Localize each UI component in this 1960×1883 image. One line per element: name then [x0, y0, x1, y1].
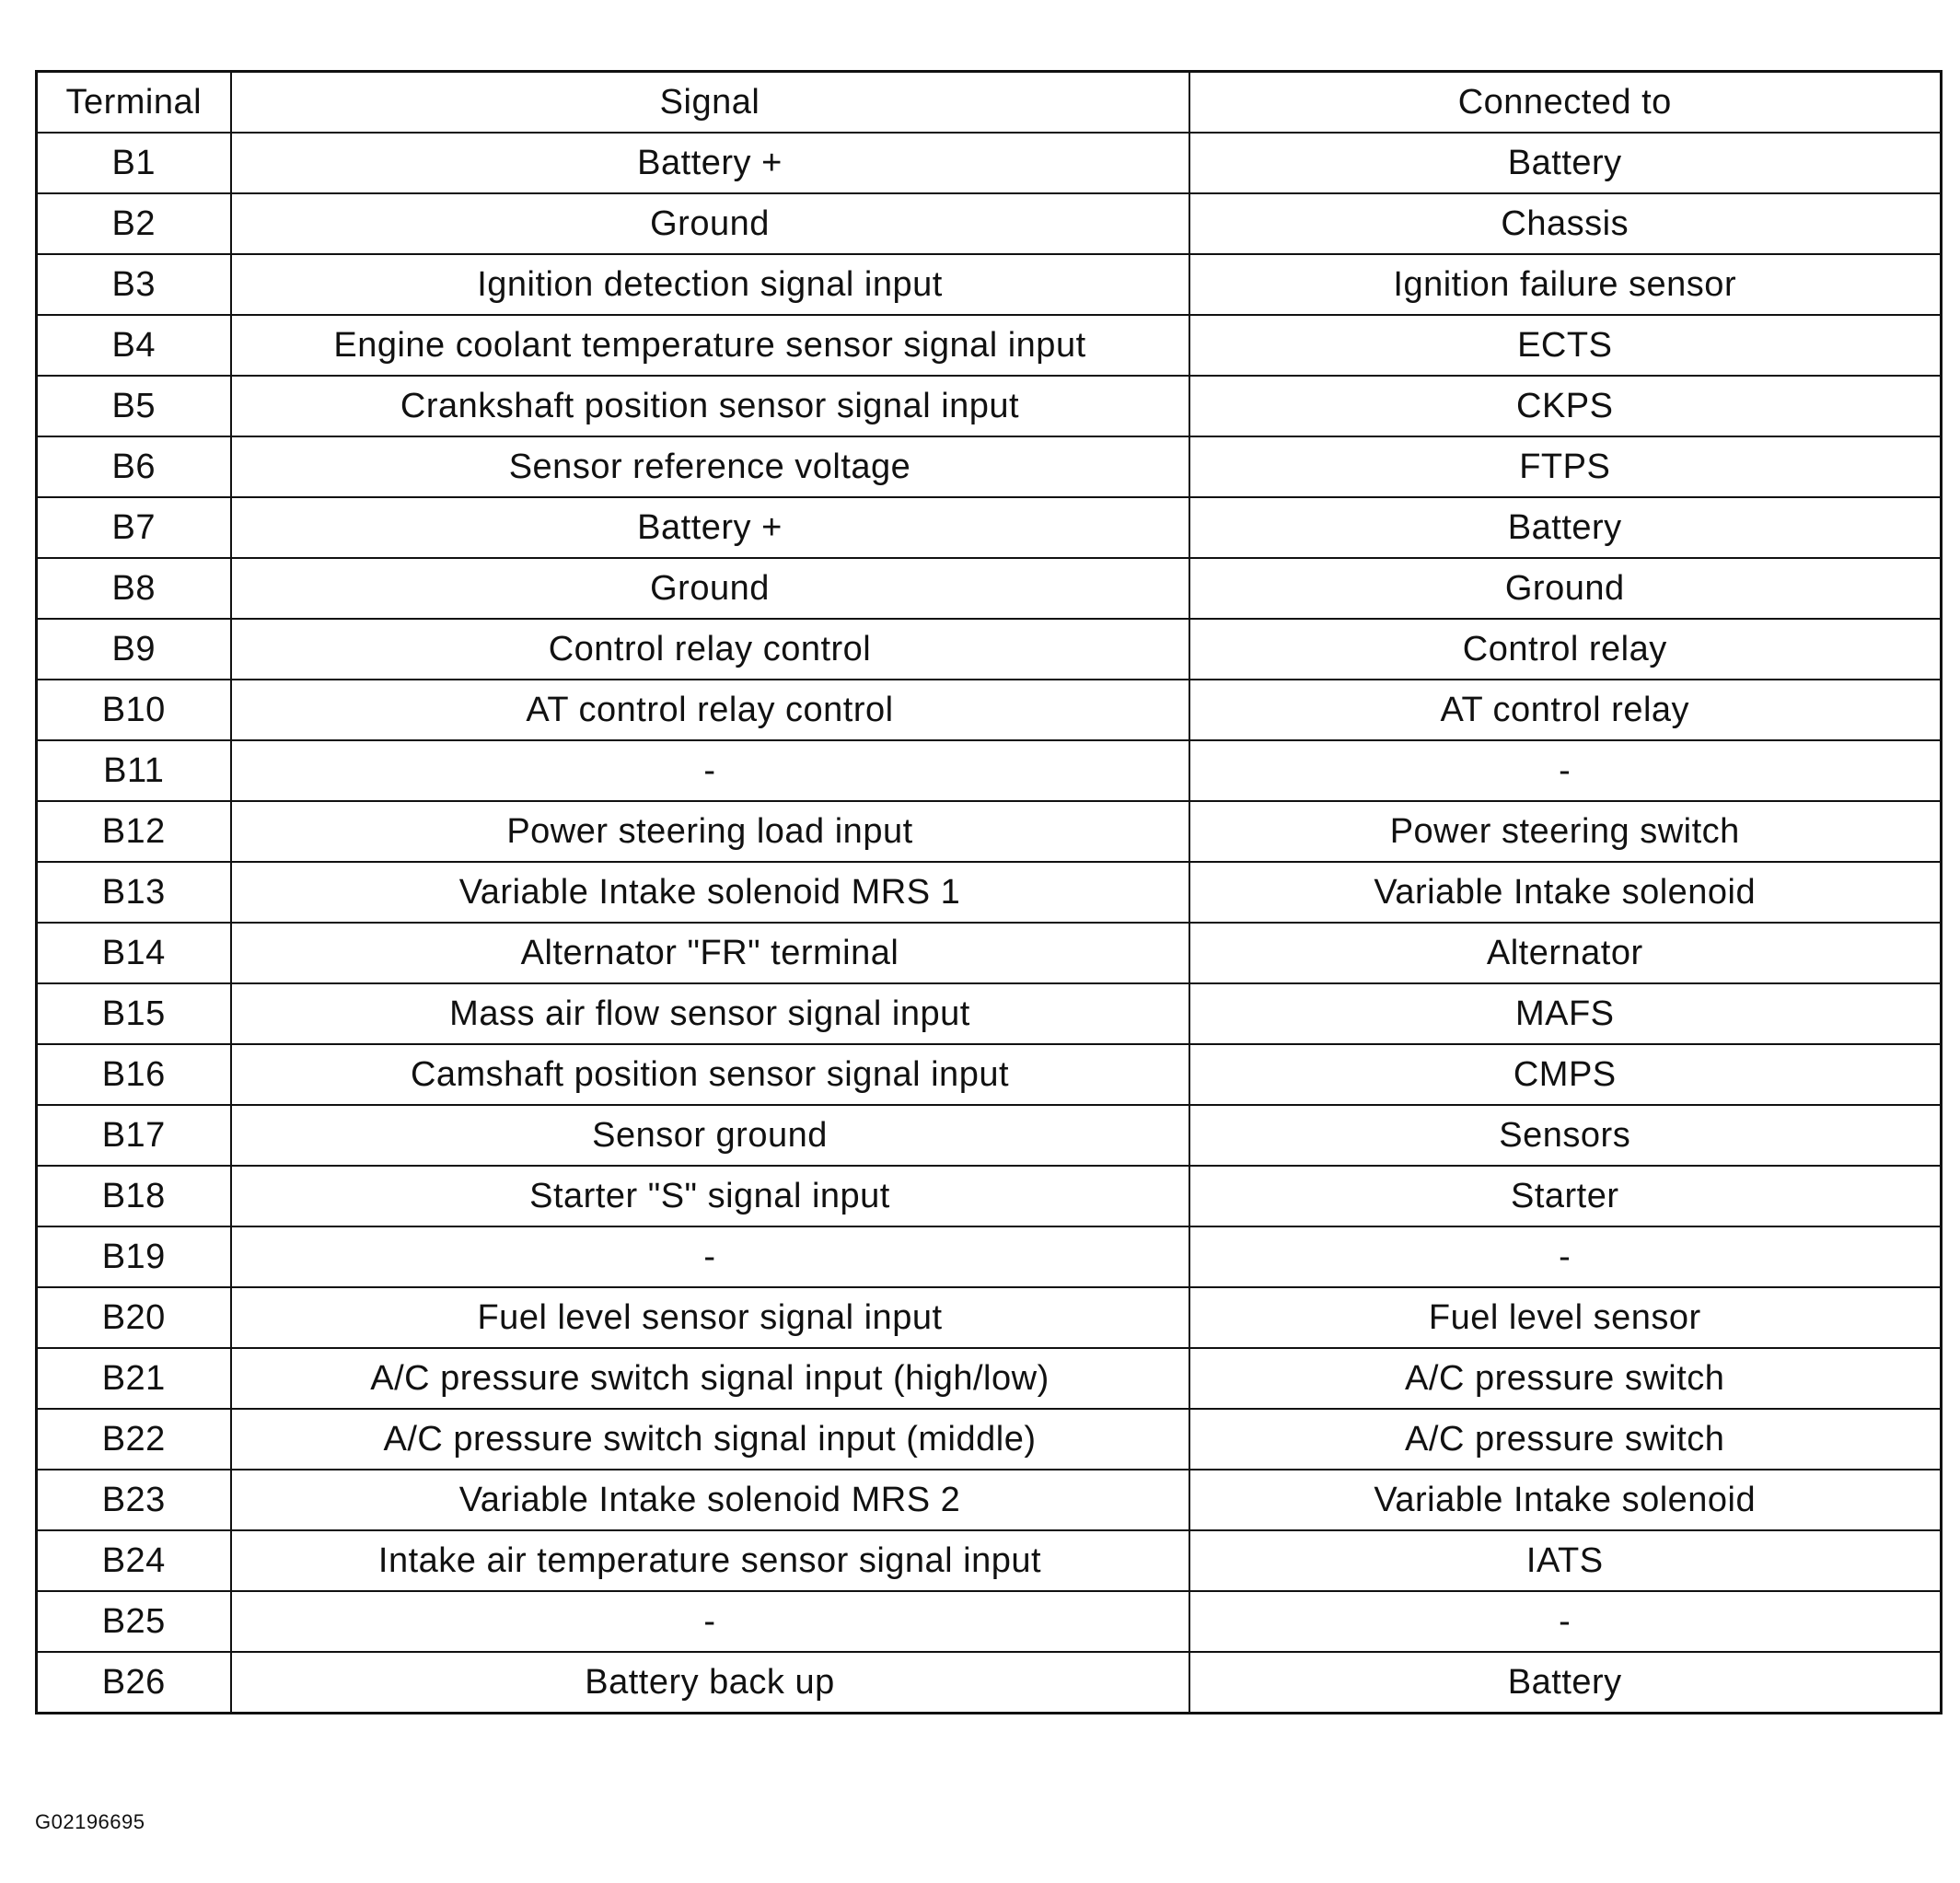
terminal-cell: B23: [37, 1470, 231, 1530]
terminal-cell: B3: [37, 254, 231, 315]
terminal-cell: B18: [37, 1166, 231, 1226]
connected-to-cell: Power steering switch: [1189, 801, 1942, 862]
connected-to-cell: Variable Intake solenoid: [1189, 1470, 1942, 1530]
connected-to-cell: FTPS: [1189, 436, 1942, 497]
signal-cell: Ground: [231, 558, 1189, 619]
table-row: [37, 376, 1942, 436]
terminal-cell: B16: [37, 1044, 231, 1105]
table-row: [37, 1226, 1942, 1287]
signal-cell: Variable Intake solenoid MRS 2: [231, 1470, 1189, 1530]
connected-to-cell: Starter: [1189, 1166, 1942, 1226]
signal-cell: Fuel level sensor signal input: [231, 1287, 1189, 1348]
table-row: [37, 133, 1942, 193]
table-row: [37, 315, 1942, 376]
table-row: [37, 1652, 1942, 1714]
connected-to-cell: MAFS: [1189, 983, 1942, 1044]
connected-to-cell: Battery: [1189, 133, 1942, 193]
connected-to-cell: -: [1189, 1591, 1942, 1652]
table-row: [37, 1166, 1942, 1226]
connected-to-cell: AT control relay: [1189, 680, 1942, 740]
terminal-cell: B5: [37, 376, 231, 436]
signal-cell: Battery +: [231, 497, 1189, 558]
terminal-cell: B6: [37, 436, 231, 497]
connected-to-cell: Chassis: [1189, 193, 1942, 254]
terminal-cell: B2: [37, 193, 231, 254]
terminal-signal-table: [35, 70, 1943, 1714]
header-signal: Signal: [231, 72, 1189, 134]
table-row: [37, 254, 1942, 315]
table-row: [37, 983, 1942, 1044]
terminal-cell: B12: [37, 801, 231, 862]
connected-to-cell: CKPS: [1189, 376, 1942, 436]
signal-cell: Starter "S" signal input: [231, 1166, 1189, 1226]
table-row: [37, 1530, 1942, 1591]
connected-to-cell: Battery: [1189, 497, 1942, 558]
table-header-row: [37, 72, 1942, 134]
table-row: [37, 1044, 1942, 1105]
table-row: [37, 1591, 1942, 1652]
terminal-cell: B10: [37, 680, 231, 740]
signal-cell: Control relay control: [231, 619, 1189, 680]
table-row: [37, 436, 1942, 497]
table-row: [37, 1105, 1942, 1166]
signal-cell: -: [231, 1591, 1189, 1652]
header-terminal: Terminal: [37, 72, 231, 134]
terminal-cell: B22: [37, 1409, 231, 1470]
signal-cell: AT control relay control: [231, 680, 1189, 740]
table-row: [37, 1470, 1942, 1530]
terminal-cell: B15: [37, 983, 231, 1044]
signal-cell: Power steering load input: [231, 801, 1189, 862]
table-row: [37, 619, 1942, 680]
terminal-cell: B8: [37, 558, 231, 619]
terminal-cell: B9: [37, 619, 231, 680]
connected-to-cell: IATS: [1189, 1530, 1942, 1591]
connected-to-cell: Control relay: [1189, 619, 1942, 680]
table-row: [37, 680, 1942, 740]
connected-to-cell: CMPS: [1189, 1044, 1942, 1105]
table-row: [37, 1409, 1942, 1470]
signal-cell: Sensor ground: [231, 1105, 1189, 1166]
terminal-cell: B20: [37, 1287, 231, 1348]
connected-to-cell: A/C pressure switch: [1189, 1348, 1942, 1409]
table-row: [37, 1348, 1942, 1409]
terminal-cell: B21: [37, 1348, 231, 1409]
terminal-cell: B17: [37, 1105, 231, 1166]
table-row: [37, 558, 1942, 619]
terminal-cell: B1: [37, 133, 231, 193]
connected-to-cell: Alternator: [1189, 923, 1942, 983]
terminal-cell: B11: [37, 740, 231, 801]
signal-cell: Ground: [231, 193, 1189, 254]
terminal-cell: B4: [37, 315, 231, 376]
terminal-cell: B14: [37, 923, 231, 983]
connected-to-cell: Ground: [1189, 558, 1942, 619]
table-row: [37, 923, 1942, 983]
signal-cell: -: [231, 1226, 1189, 1287]
connected-to-cell: -: [1189, 740, 1942, 801]
connected-to-cell: Ignition failure sensor: [1189, 254, 1942, 315]
terminal-cell: B7: [37, 497, 231, 558]
connected-to-cell: ECTS: [1189, 315, 1942, 376]
table-row: [37, 740, 1942, 801]
table-body: [37, 133, 1942, 1714]
signal-cell: Intake air temperature sensor signal input: [231, 1530, 1189, 1591]
signal-cell: A/C pressure switch signal input (middle): [231, 1409, 1189, 1470]
signal-cell: Mass air flow sensor signal input: [231, 983, 1189, 1044]
signal-cell: Engine coolant temperature sensor signal input: [231, 315, 1189, 376]
terminal-cell: B13: [37, 862, 231, 923]
connected-to-cell: Variable Intake solenoid: [1189, 862, 1942, 923]
connected-to-cell: -: [1189, 1226, 1942, 1287]
table-row: [37, 193, 1942, 254]
table-row: [37, 801, 1942, 862]
signal-cell: A/C pressure switch signal input (high/low): [231, 1348, 1189, 1409]
signal-cell: -: [231, 740, 1189, 801]
header-connected-to: Connected to: [1189, 72, 1942, 134]
connected-to-cell: A/C pressure switch: [1189, 1409, 1942, 1470]
connected-to-cell: Sensors: [1189, 1105, 1942, 1166]
terminal-cell: B24: [37, 1530, 231, 1591]
connected-to-cell: Fuel level sensor: [1189, 1287, 1942, 1348]
connected-to-cell: Battery: [1189, 1652, 1942, 1714]
signal-cell: Camshaft position sensor signal input: [231, 1044, 1189, 1105]
signal-cell: Battery back up: [231, 1652, 1189, 1714]
signal-cell: Battery +: [231, 133, 1189, 193]
terminal-cell: B19: [37, 1226, 231, 1287]
signal-cell: Crankshaft position sensor signal input: [231, 376, 1189, 436]
signal-cell: Variable Intake solenoid MRS 1: [231, 862, 1189, 923]
table-row: [37, 862, 1942, 923]
table-row: [37, 1287, 1942, 1348]
terminal-cell: B25: [37, 1591, 231, 1652]
signal-cell: Sensor reference voltage: [231, 436, 1189, 497]
table-row: [37, 497, 1942, 558]
signal-cell: Alternator "FR" terminal: [231, 923, 1189, 983]
signal-cell: Ignition detection signal input: [231, 254, 1189, 315]
figure-code: G02196695: [35, 1810, 145, 1833]
terminal-cell: B26: [37, 1652, 231, 1714]
